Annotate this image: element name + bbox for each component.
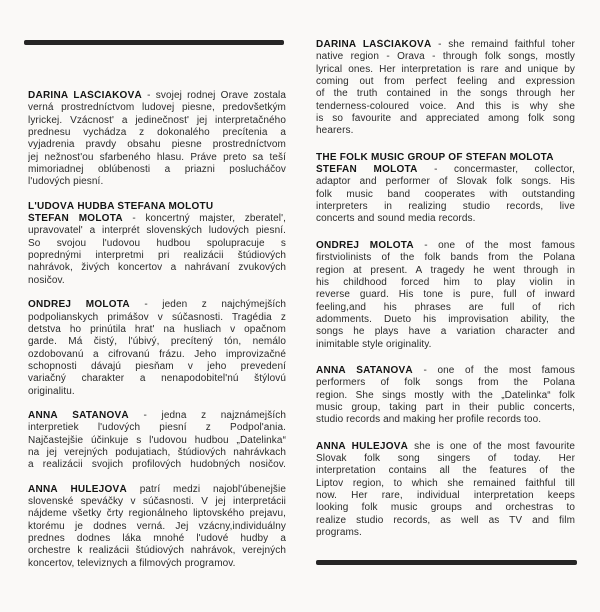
body-text: verná prostredníctvom ludovej piesne, predovšetkým <box>28 102 286 114</box>
text-line <box>28 250 286 262</box>
body-text: prednesu vychádza z dokonalého precítenia a <box>28 127 286 139</box>
body-text: l'udových piesní. <box>28 176 104 188</box>
text-line <box>28 213 286 225</box>
heading-name-text: L'UDOVÁ HUDBA ŠTEFANA MOLOTU <box>28 200 214 212</box>
heading-name-text: ANNA HULEJOVÁ <box>28 483 127 495</box>
paragraph <box>316 39 575 138</box>
heading-name-text: ŠTEFAN MOLOTA <box>28 213 123 225</box>
body-text: Slovak folk song singers of today. Her <box>316 452 575 464</box>
text-line <box>316 502 575 514</box>
text-line <box>28 299 286 311</box>
paragraph <box>28 410 286 472</box>
text-line <box>316 377 575 389</box>
body-text: garde. Má čistý, l'úbivý, precítený tón, nemálo <box>28 336 286 348</box>
body-text: lyrical ones. Her interpretation is rare and unique by <box>316 63 575 75</box>
text-line <box>316 465 575 477</box>
body-text: orchestre k realizácii štúdiových nahrávok, verejných <box>28 545 286 557</box>
text-line <box>28 225 286 237</box>
heading-name-text: DARINA LAŠČIAKOVÁ <box>316 39 432 50</box>
text-line <box>28 90 286 102</box>
text-line <box>28 127 286 139</box>
text-line <box>28 447 286 459</box>
body-text: variačný charakter a nenapodobitel'nú štýlovú <box>28 373 286 385</box>
text-line <box>316 527 575 539</box>
body-text: - concermaster, collector, <box>417 164 575 176</box>
text-line <box>316 76 575 88</box>
body-text: now. Her rare, individual interpretation keeps <box>316 490 575 501</box>
text-line <box>28 349 286 361</box>
text-line <box>28 312 286 324</box>
text-line <box>316 478 575 490</box>
body-text: - she remaind faithful toher <box>431 39 575 50</box>
text-line <box>316 152 575 164</box>
body-text: nosičov. <box>28 274 65 286</box>
body-text: lyrickej. Vzácnost' a jedinečnost' jej interpretačného <box>28 114 286 126</box>
text-line <box>28 152 286 164</box>
body-text: interpreters in realizing studio records, live <box>316 201 575 213</box>
body-text: - svojej rodnej Orave zostala <box>141 90 286 101</box>
text-line <box>28 373 286 385</box>
paragraph <box>28 484 286 570</box>
text-line <box>28 139 286 151</box>
text-line <box>28 275 286 287</box>
heading-name-text: ANNA HULEJOVÁ <box>316 440 409 452</box>
body-text: - jedna z najznámejších <box>128 409 286 421</box>
body-text: hearers. <box>316 125 354 137</box>
text-line <box>316 453 575 465</box>
body-text: music group, taking part in their public concerts, <box>316 401 575 413</box>
text-line <box>316 189 575 201</box>
heading-name-text: ONDREJ MOLOTA <box>316 239 414 251</box>
text-line <box>28 201 286 213</box>
text-line <box>28 422 286 434</box>
text-line <box>316 101 575 113</box>
paragraph <box>316 365 575 427</box>
left-column-top-rule <box>24 40 284 45</box>
slovak-text-column <box>28 90 286 582</box>
text-line <box>28 558 286 570</box>
text-line <box>28 410 286 422</box>
body-text: programs. <box>316 527 362 539</box>
text-line <box>316 176 575 188</box>
text-line <box>316 39 575 51</box>
body-text: folk music band cooperates with outstanding <box>316 188 575 200</box>
body-text: native region - Orava - through folk songs, mostly <box>316 51 575 63</box>
body-text: - koncertný majster, zberatel', <box>122 213 286 225</box>
text-line <box>316 326 575 338</box>
text-line <box>28 386 286 398</box>
body-text: interpretation contains all the features of the <box>316 465 575 477</box>
body-text: she is one of the most favourite <box>408 440 575 452</box>
heading-name-text: ŠTEFAN MOLOTA <box>316 164 418 176</box>
paragraph <box>28 90 286 189</box>
body-text: concerts and sound media records. <box>316 213 476 225</box>
body-text: poprednými interpretmi pri realizácii štúdiových <box>28 250 286 262</box>
text-line <box>316 265 575 277</box>
text-line <box>316 213 575 225</box>
text-line <box>28 102 286 114</box>
text-line <box>28 238 286 250</box>
body-text: realize studio records, as well as TV and film <box>316 514 575 526</box>
text-line <box>28 262 286 274</box>
text-line <box>28 176 286 188</box>
text-line <box>316 314 575 326</box>
body-text: - one of the most famous <box>412 364 575 376</box>
paragraph <box>316 441 575 540</box>
text-line <box>316 402 575 414</box>
body-text: slovenské speváčky v súčasnosti. V jej interpretácii <box>28 495 286 507</box>
paragraph <box>28 201 286 287</box>
body-text: ktorému je dodnes verná. Jej vzácny,individuálny <box>28 520 286 532</box>
english-text-column <box>316 39 575 553</box>
body-text: ozdobovanú a cifrovanú frázu. Jeho improvizačné <box>28 348 286 360</box>
body-text: patrí medzi najobl'úbenejšie <box>126 483 286 495</box>
body-text: interpretiek l'udových piesní z Podpol'ania. <box>28 422 286 434</box>
body-text: Najčastejšie účinkuje s l'udovou hudbou „Ďatelinka“ <box>28 434 286 446</box>
text-line <box>28 533 286 545</box>
paragraph <box>28 299 286 398</box>
body-text: looking folk music groups and orchestras to <box>316 502 575 514</box>
text-line <box>28 435 286 447</box>
body-text: originalitu. <box>28 385 75 397</box>
body-text: na jej verejných podujatiach, štúdiových nahrávkach <box>28 446 286 458</box>
text-line <box>28 164 286 176</box>
text-line <box>28 336 286 348</box>
body-text: region at present. A tragedy he went through in <box>316 264 575 276</box>
body-text: vyjadrenia pravdy obsahu piesne prostredníctvom <box>28 139 286 151</box>
body-text: mimoriadnej oblúbenosti a priazni poslucháčov <box>28 164 286 176</box>
text-line <box>316 490 575 502</box>
text-line <box>316 252 575 264</box>
text-line <box>316 390 575 402</box>
body-text: coming out from perfect feeling and expression <box>316 76 575 88</box>
body-text: his childhood forced him to play violin in <box>316 276 575 288</box>
text-line <box>28 459 286 471</box>
body-text: adaptor and performer of Slovak folk songs. His <box>316 176 575 188</box>
body-text: region. She sings mostly with the „Ďatelinka“ folk <box>316 389 575 401</box>
text-line <box>316 302 575 314</box>
body-text: schopnosti dávajú piesňam v jeho prevedení <box>28 360 286 372</box>
body-text: of the truth contained in the songs through her <box>316 88 575 100</box>
body-text: songs he plays have a variation character and <box>316 326 575 338</box>
text-line <box>316 277 575 289</box>
text-line <box>316 164 575 176</box>
heading-name-text: ONDREJ MOLOTA <box>28 299 130 311</box>
heading-name-text: ANNA ŠATANOVÁ <box>316 364 413 376</box>
text-line <box>316 289 575 301</box>
text-line <box>316 88 575 100</box>
text-line <box>316 515 575 527</box>
text-line <box>28 521 286 533</box>
body-text: jej nežnost'ou sfarbeného hlasu. Práve preto sa teší <box>28 151 286 163</box>
text-line <box>316 113 575 125</box>
body-text: So svojou l'udovou hudbou spolupracuje s <box>28 237 286 249</box>
text-line <box>28 361 286 373</box>
text-line <box>316 201 575 213</box>
body-text: tenderness-coloured voice. And this is why she <box>316 100 575 112</box>
body-text: adomments. Dueto his improvisation ability, the <box>316 313 575 325</box>
text-line <box>316 339 575 351</box>
body-text: is so favourite and appreciated among folk song <box>316 113 575 125</box>
paragraph <box>316 240 575 351</box>
text-line <box>28 484 286 496</box>
body-text: Liptov region, to which she remained faithful till <box>316 477 575 489</box>
text-line <box>316 125 575 137</box>
body-text: nájdeme všetky črty regionálneho liptovského prejavu, <box>28 508 286 520</box>
body-text: - one of the most famous <box>413 239 575 251</box>
text-line <box>28 115 286 127</box>
body-text: - jeden z najchýmejších <box>129 299 286 311</box>
body-text: detstva ho prinútila hrat' na husliach v opačnom <box>28 323 286 335</box>
text-line <box>28 324 286 336</box>
body-text: prednes dodnes láka mnohé l'udové hudby a <box>28 533 286 544</box>
body-text: koncertov, televiznych a filmových programov. <box>28 557 236 569</box>
text-line <box>28 508 286 520</box>
body-text: feeling,and his phrases are full of rich <box>316 301 575 313</box>
body-text: upravovatel' a interprét slovenských ludových piesní. <box>28 225 286 237</box>
heading-name-text: ANNA ŠATANOVÁ <box>28 409 129 421</box>
body-text: podpolianskych primášov v súčasnosti. Tragédia z <box>28 311 286 323</box>
text-line <box>316 414 575 426</box>
body-text: studio records and making her profile records too. <box>316 414 542 426</box>
heading-name-text: THE FOLK MUSIC GROUP OF ŠTEFAN MOLOTA <box>316 151 554 163</box>
body-text: reverse guard. His tone is pure, full of inward <box>316 289 575 301</box>
body-text: inimitable style originality. <box>316 338 432 350</box>
heading-name-text: DARINA LAŠČIAKOVÀ <box>28 90 142 101</box>
text-line <box>316 64 575 76</box>
right-column-bottom-rule <box>316 560 577 565</box>
paragraph <box>316 152 575 226</box>
text-line <box>316 240 575 252</box>
body-text: a realizácii svojich profilových hudobných nosičov. <box>28 459 286 471</box>
text-line <box>316 365 575 377</box>
text-line <box>316 51 575 63</box>
body-text: firstviolinists of the folk bands from the Polana <box>316 252 575 264</box>
body-text: performers of folk songs from the Polana <box>316 377 575 389</box>
text-line <box>28 496 286 508</box>
text-line <box>316 441 575 453</box>
text-line <box>28 545 286 557</box>
body-text: nahrávok, živých koncertov a nahrávaní zvukových <box>28 262 286 274</box>
